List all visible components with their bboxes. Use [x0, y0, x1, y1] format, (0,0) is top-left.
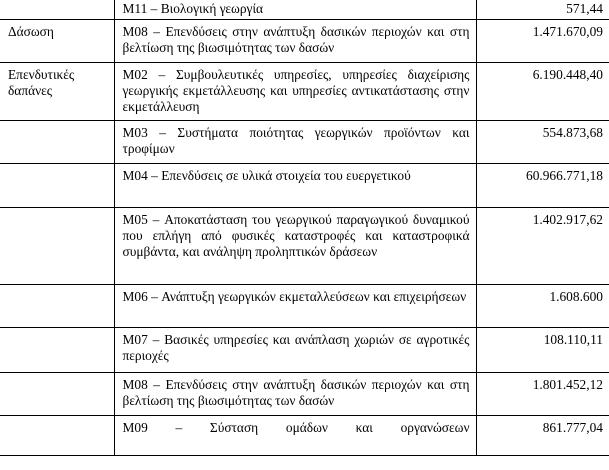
amount-cell: 60.966.771,18: [476, 164, 609, 208]
table-row: [0, 328, 609, 373]
amount-cell: 108.110,11: [476, 328, 609, 373]
measure-description: M08 – Επενδύσεις στην ανάπτυξη δασικών περιοχών και στη βελτίωση της βιωσιμότητας των δασών: [114, 373, 476, 416]
measure-description: M05 – Αποκατάσταση του γεωργικού παραγωγικού δυναμικού που επλήγη από φυσικές καταστροφές και καταστροφικά συμβάντα, και ανάληψη προληπτικών δράσεων: [114, 208, 476, 285]
measure-description: M08 – Επενδύσεις στην ανάπτυξη δασικών περιοχών και στη βελτίωση της βιωσιμότητας των δασών: [114, 20, 476, 63]
category-cell: [0, 164, 114, 208]
category-cell: [0, 208, 114, 285]
amount-cell: 1.471.670,09: [476, 20, 609, 63]
amount-cell: 571,44: [476, 0, 609, 20]
table-row: [0, 63, 609, 121]
table-row: [0, 0, 609, 20]
table-row: [0, 373, 609, 416]
measure-description: M03 – Συστήματα ποιότητας γεωργικών προϊόντων και τροφίμων: [114, 121, 476, 164]
measure-description: M02 – Συμβουλευτικές υπηρεσίες, υπηρεσίες διαχείρισης γεωργικής εκμετάλλευσης και υπηρεσίες αντικατάστασης στην εκμετάλλευση: [114, 63, 476, 121]
measure-description: M06 – Ανάπτυξη γεωργικών εκμεταλλεύσεων και επιχειρήσεων: [114, 285, 476, 328]
amount-cell: 1.402.917,62: [476, 208, 609, 285]
table-row: [0, 208, 609, 285]
measure-description: M11 – Βιολογική γεωργία: [114, 0, 476, 20]
category-cell: [0, 0, 114, 20]
category-cell: [0, 328, 114, 373]
measure-description: M07 – Βασικές υπηρεσίες και ανάπλαση χωριών σε αγροτικές περιοχές: [114, 328, 476, 373]
amount-cell: 861.777,04: [476, 416, 609, 456]
amount-cell: 554.873,68: [476, 121, 609, 164]
category-cell: [0, 285, 114, 328]
category-cell: [0, 373, 114, 416]
measure-description: M09 – Σύσταση ομάδων και οργανώσεων: [114, 416, 476, 456]
category-cell: [0, 416, 114, 456]
category-cell: Επενδυτικές δαπάνες: [0, 63, 114, 121]
amount-cell: 1.608.600: [476, 285, 609, 328]
category-cell: Δάσωση: [0, 20, 114, 63]
table-row: [0, 416, 609, 456]
amount-cell: 1.801.452,12: [476, 373, 609, 416]
amount-cell: 6.190.448,40: [476, 63, 609, 121]
table-row: [0, 285, 609, 328]
measure-description: M04 – Επενδύσεις σε υλικά στοιχεία του ευεργετικού: [114, 164, 476, 208]
table-row: [0, 20, 609, 63]
category-cell: [0, 121, 114, 164]
table-row: [0, 121, 609, 164]
table-row: [0, 164, 609, 208]
